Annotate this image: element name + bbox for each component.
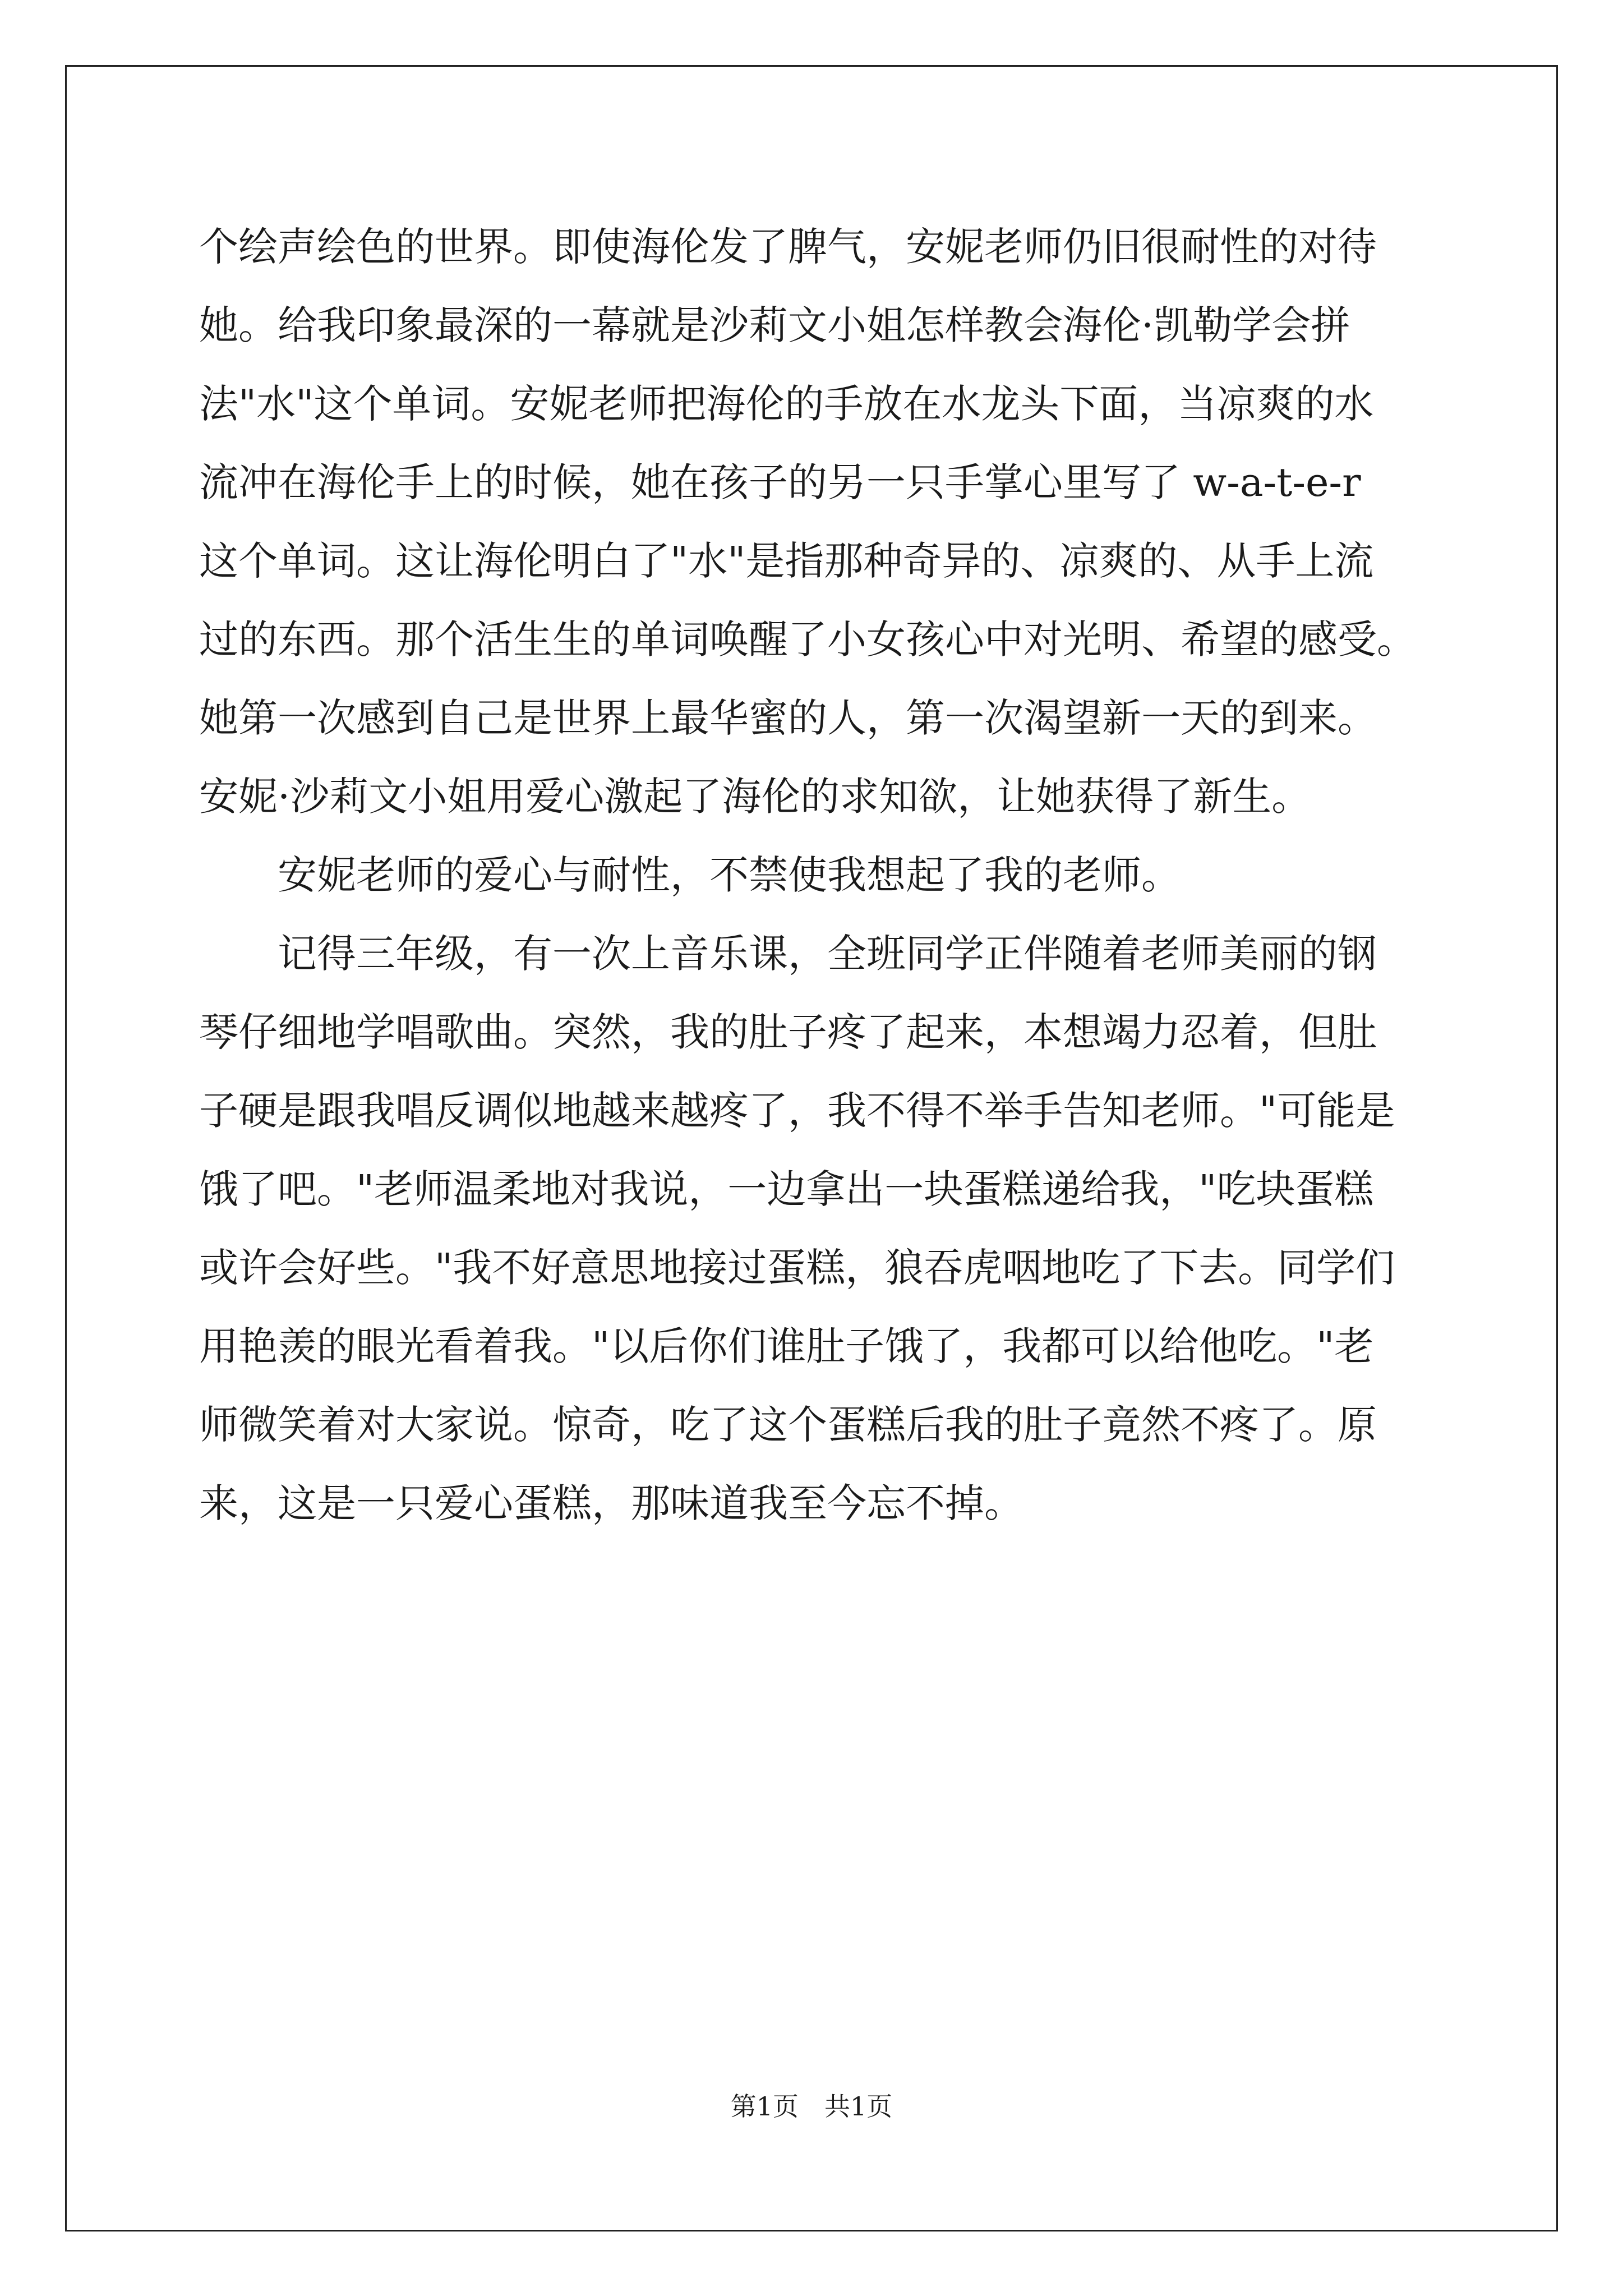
page-footer <box>0 2090 1623 2123</box>
text-line: 个绘声绘色的世界。即使海伦发了脾气，安妮老师仍旧很耐性的对待 <box>199 224 1377 270</box>
text-line: 安妮·沙莉文小姐用爱心激起了海伦的求知欲，让她获得了新生。 <box>199 774 1311 820</box>
text-line: 过的东西。那个活生生的单词唤醒了小女孩心中对光明、希望的感受。 <box>199 616 1416 662</box>
text-line: 师微笑着对大家说。惊奇，吃了这个蛋糕后我的肚子竟然不疼了。原 <box>199 1402 1377 1448</box>
text-line: 她第一次感到自己是世界上最华蜜的人，第一次渴望新一天的到来。 <box>199 695 1377 741</box>
document-body <box>199 208 1467 1543</box>
text-line: 这个单词。这让海伦明白了"水"是指那种奇异的、凉爽的、从手上流 <box>199 538 1374 584</box>
text-line: 饿了吧。"老师温柔地对我说，一边拿出一块蛋糕递给我，"吃块蛋糕 <box>199 1166 1374 1212</box>
text-line: 她。给我印象最深的一幕就是沙莉文小姐怎样教会海伦·凯勒学会拼 <box>199 302 1350 348</box>
paragraph-start-line: 安妮老师的爱心与耐性，不禁使我想起了我的老师。 <box>278 852 1181 898</box>
page-number: 第1页 共1页 <box>730 2091 893 2122</box>
text-line: 或许会好些。"我不好意思地接过蛋糕，狼吞虎咽地吃了下去。同学们 <box>199 1245 1395 1291</box>
text-line: 来，这是一只爱心蛋糕，那味道我至今忘不掉。 <box>199 1480 1023 1526</box>
text-line: 琴仔细地学唱歌曲。突然，我的肚子疼了起来，本想竭力忍着，但肚 <box>199 1009 1377 1055</box>
text-line: 用艳羡的眼光看着我。"以后你们谁肚子饿了，我都可以给他吃。"老 <box>199 1323 1374 1369</box>
text-line: 子硬是跟我唱反调似地越来越疼了，我不得不举手告知老师。"可能是 <box>199 1088 1395 1134</box>
text-line: 法"水"这个单词。安妮老师把海伦的手放在水龙头下面，当凉爽的水 <box>199 381 1374 427</box>
paragraph-start-line: 记得三年级，有一次上音乐课，全班同学正伴随着老师美丽的钢 <box>278 931 1377 977</box>
text-line: 流冲在海伦手上的时候，她在孩子的另一只手掌心里写了 w-a-t-e-r <box>199 459 1361 505</box>
